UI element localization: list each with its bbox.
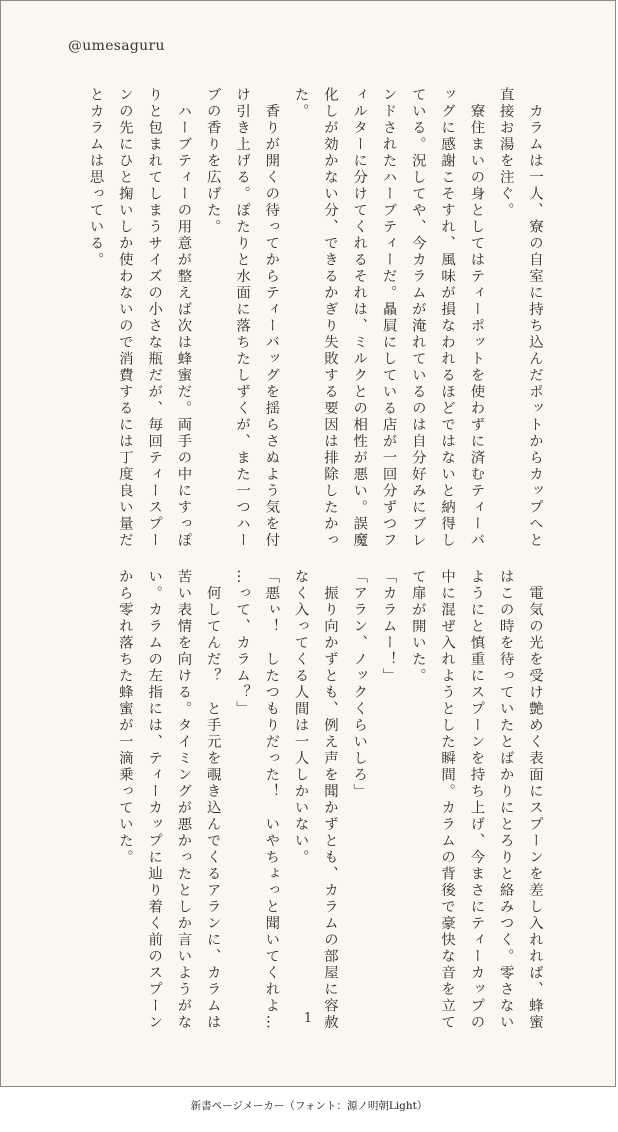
paragraph: ハーブティーの用意が整えば次は蜂蜜だ。両手の中にすっぽ りと包まれてしまうサイズの小さな瓶だが、毎回ティースプー ンの先にひと掬いしか使わないので消費するには丁度良い量だ とカラムは思っている。 [87, 87, 192, 549]
author-handle: @umesaguru [68, 38, 165, 54]
paragraph: カラムは一人、寮の自室に持ち込んだポットからカップへと 直接お湯を注ぐ。 [497, 87, 543, 549]
paragraph: 「悪ぃ！ したつもりだった！ いやちょっと聞いてくれよ… …って、カラム？」 [234, 569, 280, 1031]
paragraph: 寮住まいの身としてはティーポットを使わずに済むティーバ ッグに感謝こそすれ、風味が損なわれるほどではないと納得し ている。況してや、今カラムが淹れているのは自分好みにブレ ンドされたハーブティーだ。贔屓にしている店が一回分ずつフ ィルターに分けてくれるそれは、ミルクとの相性が悪い。誤魔 化しが効かない分、できるかぎり失敗する要因は排除したかっ た。 [292, 87, 485, 549]
text-block-bottom [110, 569, 549, 1029]
paragraph: 「カラムー！」 [380, 569, 397, 685]
paragraph: 何してんだ？ と手元を覗き込んでくるアランに、カラムは 苦い表情を向ける。タイミングが悪かったとしか言いようがな い。カラムの左指には、ティーカップに辿り着く前のスプーン から零れ落ちた蜂蜜が一滴乗っていた。 [116, 569, 221, 1031]
text-block-top [80, 87, 549, 547]
footer-credit: 新書ページメーカー（フォント：源ノ明朝Light） [190, 1100, 428, 1112]
paragraph: 電気の光を受け艶めく表面にスプーンを差し入れれば、蜂蜜 はこの時を待っていたとばかりにとろりと絡みつく。零さない ようにと慎重にスプーンを持ち上げ、今まさにティーカップの 中に混ぜ入れようとした瞬間。カラムの背後で豪快な音を立て て扉が開いた。 [409, 569, 543, 1031]
paragraph: 振り向かずとも、例え声を聞かずとも、カラムの部屋に容赦 なく入ってくる人間は一人しかいない。 [292, 569, 338, 1031]
page-number: 1 [303, 1011, 313, 1026]
paragraph: 香りが開くの待ってからティーバッグを揺らさぬよう気を付 け引き上げる。ぽたりと水面に落ちたしずくが、また一つハー ブの香りを広げた。 [204, 87, 280, 549]
paragraph: 「アラン、ノックくらいしろ」 [351, 569, 368, 800]
